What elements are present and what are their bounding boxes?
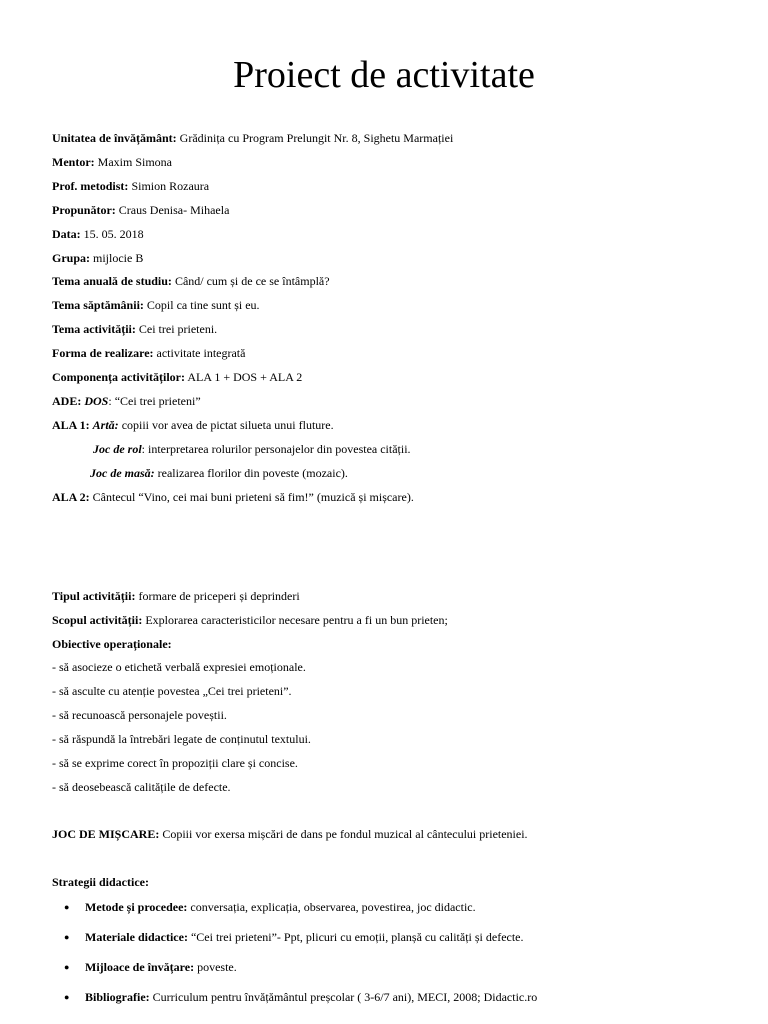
field-label: Scopul activității: xyxy=(52,613,143,627)
field-value: activitate integrată xyxy=(153,346,246,360)
field-value: : interpretarea rolurilor personajelor din povestea cității. xyxy=(141,442,411,456)
field-ala1 xyxy=(52,417,334,433)
field-value: Copil ca tine sunt și eu. xyxy=(143,298,260,312)
list-item: - să asocieze o etichetă verbală expresiei emoționale. xyxy=(52,660,306,674)
field-unitatea xyxy=(52,130,453,146)
field-tipul xyxy=(52,588,300,604)
field-value: Cântecul “Vino, cei mai buni prieteni să fim!” (muzică și mișcare). xyxy=(89,490,414,504)
field-label: Materiale didactice: xyxy=(85,930,188,944)
field-sublabel: Artă: xyxy=(92,418,119,432)
field-propunator xyxy=(52,202,229,218)
field-joc-miscare xyxy=(52,826,528,842)
field-grupa xyxy=(52,250,143,266)
field-label: Componența activităților: xyxy=(52,370,185,384)
strategie-item xyxy=(85,959,237,975)
field-label: Tema anuală de studiu: xyxy=(52,274,172,288)
field-value: Curriculum pentru învățământul preșcolar ( 3-6/7 ani), MECI, 2008; Didactic.ro xyxy=(149,990,538,1004)
field-value: “Cei trei prieteni”- Ppt, plicuri cu emoții, planșă cu calități și defecte. xyxy=(187,930,524,944)
field-value: Când/ cum și de ce se întâmplă? xyxy=(171,274,330,288)
strategie-item xyxy=(85,989,537,1005)
field-label: Mijloace de învățare: xyxy=(85,960,195,974)
field-scopul xyxy=(52,612,448,628)
field-label: Grupa: xyxy=(52,251,91,265)
field-value: Craus Denisa- Mihaela xyxy=(115,203,230,217)
field-value: conversația, explicația, observarea, povestirea, joc didactic. xyxy=(187,900,476,914)
field-forma-realizare xyxy=(52,345,245,361)
field-joc-masa xyxy=(90,465,348,481)
field-value: ALA 1 + DOS + ALA 2 xyxy=(184,370,303,384)
field-value: Cei trei prieteni. xyxy=(135,322,218,336)
page-title: Proiect de activitate xyxy=(233,54,535,96)
field-value: Grădinița cu Program Prelungit Nr. 8, Sighetu Marmației xyxy=(176,131,454,145)
field-value: poveste. xyxy=(194,960,237,974)
field-label: Tipul activității: xyxy=(52,589,136,603)
bullet-icon: ● xyxy=(64,932,70,942)
field-label: Data: xyxy=(52,227,81,241)
field-ade xyxy=(52,393,201,409)
field-value: mijlocie B xyxy=(90,251,144,265)
field-value: Simion Rozaura xyxy=(128,179,210,193)
field-label: Forma de realizare: xyxy=(52,346,154,360)
field-tema-saptamanii xyxy=(52,297,260,313)
field-data xyxy=(52,226,144,242)
field-mentor xyxy=(52,154,172,170)
field-value: : “Cei trei prieteni” xyxy=(108,394,201,408)
field-label: Tema săptămânii: xyxy=(52,298,144,312)
list-item: - să se exprime corect în propoziții clare și concise. xyxy=(52,756,298,770)
field-label: Joc de masă: xyxy=(90,466,155,480)
strategie-item xyxy=(85,899,476,915)
list-item: - să asculte cu atenție povestea „Cei trei prieteni”. xyxy=(52,684,292,698)
field-label: Tema activității: xyxy=(52,322,136,336)
field-componenta xyxy=(52,369,302,385)
field-value: Explorarea caracteristicilor necesare pentru a fi un bun prieten; xyxy=(142,613,448,627)
strategii-heading: Strategii didactice: xyxy=(52,875,149,889)
field-sublabel: DOS xyxy=(84,394,109,408)
field-label: Prof. metodist: xyxy=(52,179,129,193)
bullet-icon: ● xyxy=(64,962,70,972)
strategie-item xyxy=(85,929,524,945)
list-item: - să răspundă la întrebări legate de conținutul textului. xyxy=(52,732,311,746)
field-label: Bibliografie: xyxy=(85,990,150,1004)
field-label: Metode și procedee: xyxy=(85,900,188,914)
field-value: copiii vor avea de pictat silueta unui fluture. xyxy=(118,418,334,432)
list-item: - să recunoască personajele poveștii. xyxy=(52,708,227,722)
field-ala2 xyxy=(52,489,414,505)
field-tema-anuala xyxy=(52,273,330,289)
field-label: ALA 2: xyxy=(52,490,90,504)
field-label: Propunător: xyxy=(52,203,116,217)
field-label: Unitatea de învățământ: xyxy=(52,131,177,145)
field-prof-metodist xyxy=(52,178,209,194)
field-value: 15. 05. 2018 xyxy=(80,227,144,241)
field-value: Maxim Simona xyxy=(94,155,172,169)
field-value: realizarea florilor din poveste (mozaic). xyxy=(154,466,348,480)
field-label: Mentor: xyxy=(52,155,95,169)
field-label: Joc de rol xyxy=(93,442,142,456)
field-value: formare de priceperi și deprinderi xyxy=(135,589,300,603)
field-tema-activitatii xyxy=(52,321,217,337)
obiective-heading: Obiective operaționale: xyxy=(52,637,172,651)
list-item: - să deosebească calitățile de defecte. xyxy=(52,780,231,794)
field-joc-rol xyxy=(93,441,411,457)
field-value: Copiii vor exersa mișcări de dans pe fondul muzical al cântecului prieteniei. xyxy=(159,827,528,841)
field-label: ALA 1: xyxy=(52,418,90,432)
field-label: ADE: xyxy=(52,394,82,408)
bullet-icon: ● xyxy=(64,992,70,1002)
field-label: JOC DE MIȘCARE: xyxy=(52,827,160,841)
bullet-icon: ● xyxy=(64,902,70,912)
